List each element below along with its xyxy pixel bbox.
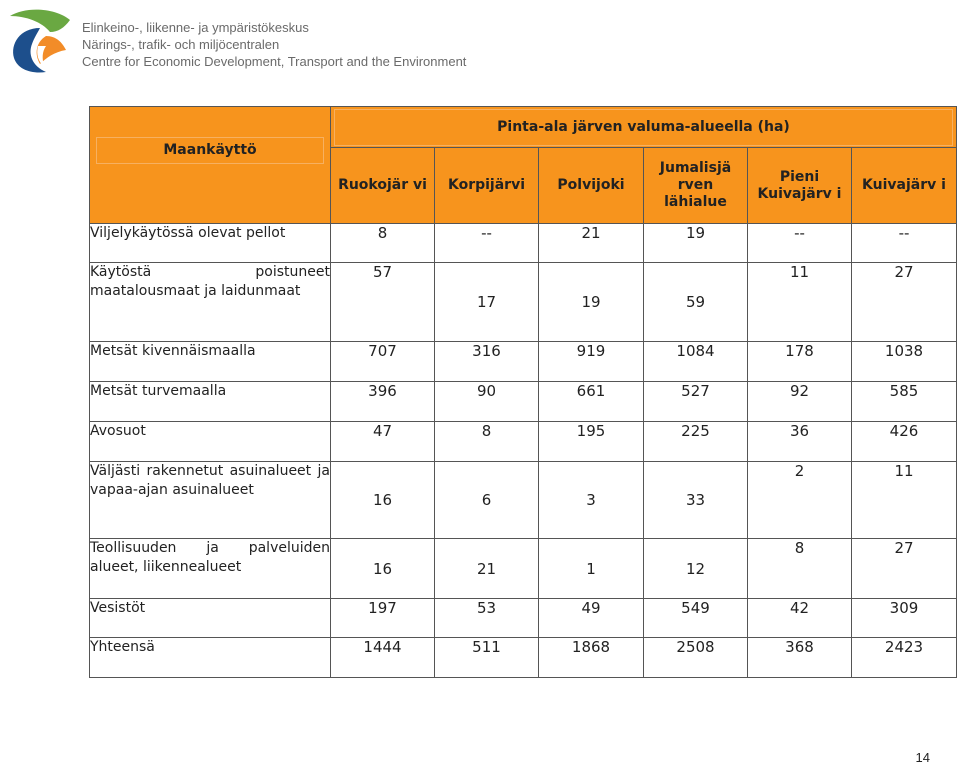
row-label: Väljästi rakennetut asuinalueet ja vapaa-ajan asuinalueet	[90, 462, 331, 539]
organization-name	[82, 19, 466, 70]
table-cell: 225	[644, 422, 748, 462]
table-cell: 8	[748, 539, 852, 599]
table-cell: 36	[748, 422, 852, 462]
table-cell: 19	[539, 263, 644, 342]
row-label: Vesistöt	[90, 599, 331, 638]
table-cell: 309	[852, 599, 957, 638]
table-cell: 42	[748, 599, 852, 638]
table-cell: 21	[539, 224, 644, 263]
table-row	[90, 263, 957, 342]
table-cell: 8	[331, 224, 435, 263]
column-header: Polvijoki	[539, 148, 644, 224]
row-label: Käytöstä poistuneet maatalousmaat ja laidunmaat	[90, 263, 331, 342]
table-cell: 53	[435, 599, 539, 638]
table-row	[90, 638, 957, 678]
table-cell: 16	[331, 539, 435, 599]
org-name-english: Centre for Economic Development, Transport and the Environment	[82, 54, 467, 69]
table-cell: --	[435, 224, 539, 263]
table-cell: 1	[539, 539, 644, 599]
row-label: Yhteensä	[90, 638, 331, 678]
row-label: Metsät kivennäismaalla	[90, 342, 331, 382]
table-cell: 21	[435, 539, 539, 599]
table-row	[90, 382, 957, 422]
table-cell: 919	[539, 342, 644, 382]
table-cell: 27	[852, 263, 957, 342]
row-label: Teollisuuden ja palveluiden alueet, liikennealueet	[90, 539, 331, 599]
table-cell: 396	[331, 382, 435, 422]
column-header: Pieni Kuivajärv i	[748, 148, 852, 224]
table-cell: 33	[644, 462, 748, 539]
ely-centre-logo	[6, 6, 72, 74]
table-cell: 3	[539, 462, 644, 539]
table-cell: 511	[435, 638, 539, 678]
org-name-finnish: Elinkeino-, liikenne- ja ympäristökeskus	[82, 20, 309, 35]
page-header	[6, 6, 606, 76]
table-cell: 90	[435, 382, 539, 422]
table-cell: 19	[644, 224, 748, 263]
table-cell: 8	[435, 422, 539, 462]
table-cell: 1084	[644, 342, 748, 382]
column-header: Korpijärvi	[435, 148, 539, 224]
table-cell: 2	[748, 462, 852, 539]
row-label: Metsät turvemaalla	[90, 382, 331, 422]
table-cell: 661	[539, 382, 644, 422]
table-cell: 49	[539, 599, 644, 638]
table-cell: 1038	[852, 342, 957, 382]
table-cell: 47	[331, 422, 435, 462]
table-cell: 57	[331, 263, 435, 342]
table-cell: 11	[852, 462, 957, 539]
row-label: Viljelykäytössä olevat pellot	[90, 224, 331, 263]
table-cell: 368	[748, 638, 852, 678]
table-cell: 585	[852, 382, 957, 422]
page-number: 14	[915, 750, 930, 765]
table-row	[90, 462, 957, 539]
area-group-header: Pinta-ala järven valuma-alueella (ha)	[331, 107, 957, 148]
table-cell: 178	[748, 342, 852, 382]
table-row	[90, 342, 957, 382]
table-cell: --	[748, 224, 852, 263]
table-cell: 11	[748, 263, 852, 342]
table-cell: --	[852, 224, 957, 263]
table-cell: 195	[539, 422, 644, 462]
column-header: Jumalisjä rven lähialue	[644, 148, 748, 224]
table-cell: 1444	[331, 638, 435, 678]
table-cell: 59	[644, 263, 748, 342]
table-cell: 707	[331, 342, 435, 382]
table-cell: 2508	[644, 638, 748, 678]
table-row	[90, 224, 957, 263]
land-use-header: Maankäyttö	[90, 107, 331, 224]
table-cell: 549	[644, 599, 748, 638]
table-row	[90, 599, 957, 638]
table-cell: 27	[852, 539, 957, 599]
table-cell: 12	[644, 539, 748, 599]
table-row	[90, 422, 957, 462]
table-cell: 2423	[852, 638, 957, 678]
column-header: Ruokojär vi	[331, 148, 435, 224]
org-name-swedish: Närings-, trafik- och miljöcentralen	[82, 37, 280, 52]
table-cell: 1868	[539, 638, 644, 678]
table-cell: 426	[852, 422, 957, 462]
table-cell: 197	[331, 599, 435, 638]
table-cell: 527	[644, 382, 748, 422]
column-header: Kuivajärv i	[852, 148, 957, 224]
table-cell: 6	[435, 462, 539, 539]
row-label: Avosuot	[90, 422, 331, 462]
table-cell: 16	[331, 462, 435, 539]
table-cell: 17	[435, 263, 539, 342]
land-use-table	[89, 106, 957, 678]
table-cell: 316	[435, 342, 539, 382]
table-cell: 92	[748, 382, 852, 422]
table-row	[90, 539, 957, 599]
